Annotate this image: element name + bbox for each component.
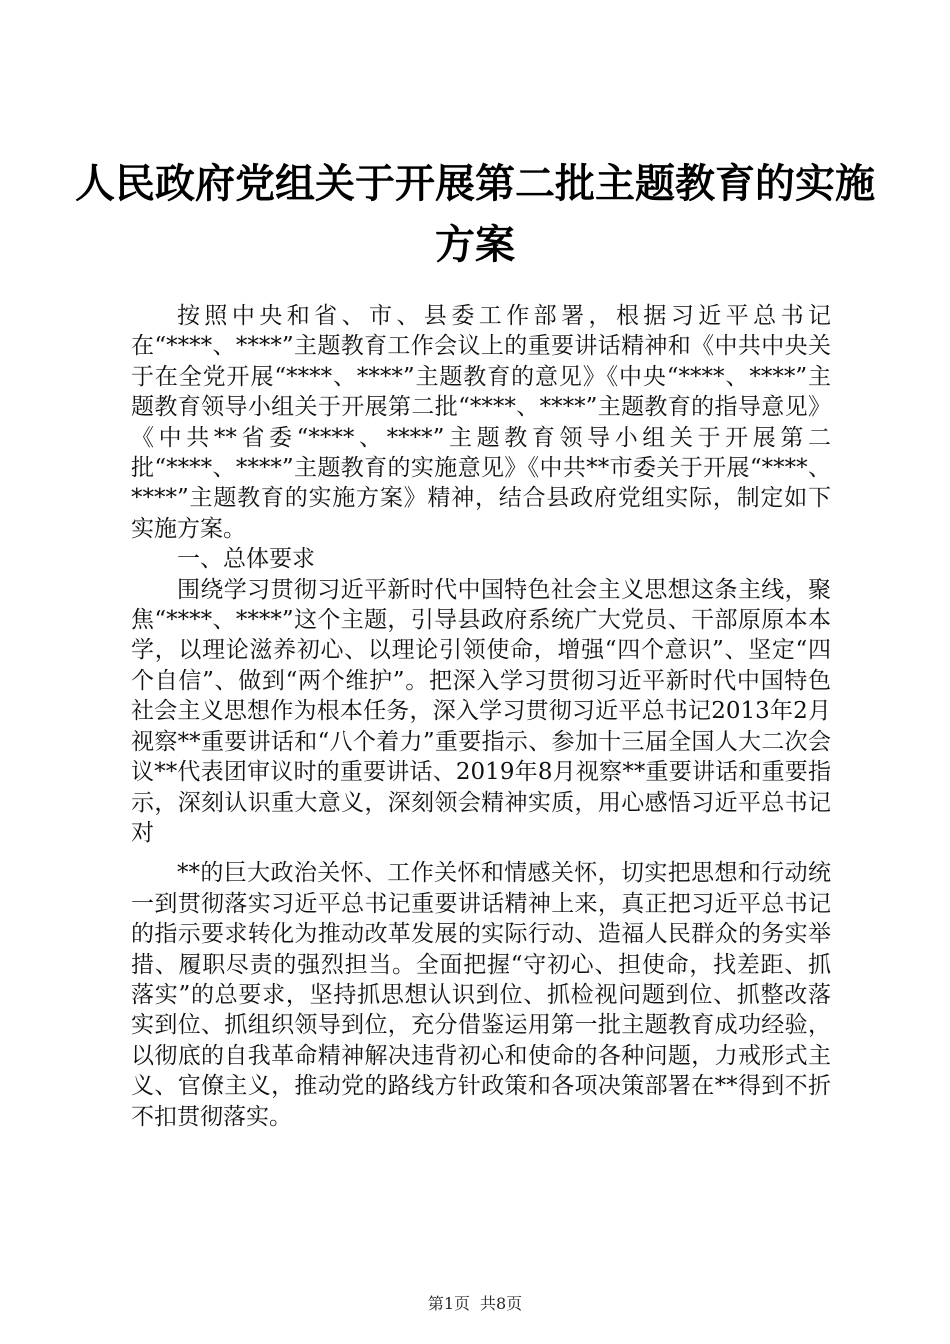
body-paragraph: **的巨大政治关怀、工作关怀和情感关怀，切实把思想和行动统一到贯彻落实习近平总书记重要讲话精神上来，真正把习近平总书记的指示要求转化为推动改革发展的实际行动、造福人民群众的务实举措、履职尽责的强烈担当。全面把握“守初心、担使命，找差距、抓落实”的总要求，坚持抓思想认识到位、抓检视问题到位、抓整改落实到位、抓组织领导到位，充分借鉴运用第一批主题教育成功经验，以彻底的自我革命精神解决违背初心和使命的各种问题，力戒形式主义、官僚主义，推动党的路线方针政策和各项决策部署在**得到不折不扣贯彻落实。 <box>131 860 831 1130</box>
body-paragraph: 围绕学习贯彻习近平新时代中国特色社会主义思想这条主线，聚焦“****、****”这个主题，引导县政府系统广大党员、干部原原本本学，以理论滋养初心、以理论引领使命，增强“四个意识”、坚定“四个自信”、做到“两个维护”。把深入学习贯彻习近平新时代中国特色社会主义思想作为根本任务，深入学习贯彻习近平总书记2013年2月视察**重要讲话和“八个着力”重要指示、参加十三届全国人大二次会议**代表团审议时的重要讲话、2019年8月视察**重要讲话和重要指示，深刻认识重大意义，深刻领会精神实质，用心感悟习近平总书记对 <box>131 576 831 846</box>
page-number: 第1页 <box>427 1294 470 1313</box>
section-heading: 一、总体要求 <box>177 546 315 573</box>
document-title-line-2: 方案 <box>435 222 515 268</box>
intro-paragraph: 按照中央和省、市、县委工作部署，根据习近平总书记在“****、****”主题教育工作会议上的重要讲话精神和《中共中央关于在全党开展“****、****”主题教育的意见》《中央“****、****”主题教育领导小组关于开展第二批“****、****”主题教育的指导意见》《中共**省委“****、****”主题教育领导小组关于开展第二批“****、****”主题教育的实施意见》《中共**市委关于开展“****、****”主题教育的实施方案》精神，结合县政府党组实际，制定如下实施方案。 <box>131 303 831 542</box>
page-total: 共8页 <box>480 1294 523 1313</box>
document-body <box>131 301 831 1132</box>
page-footer <box>0 1294 950 1314</box>
document-title-line-1: 人民政府党组关于开展第二批主题教育的实施 <box>75 161 875 207</box>
